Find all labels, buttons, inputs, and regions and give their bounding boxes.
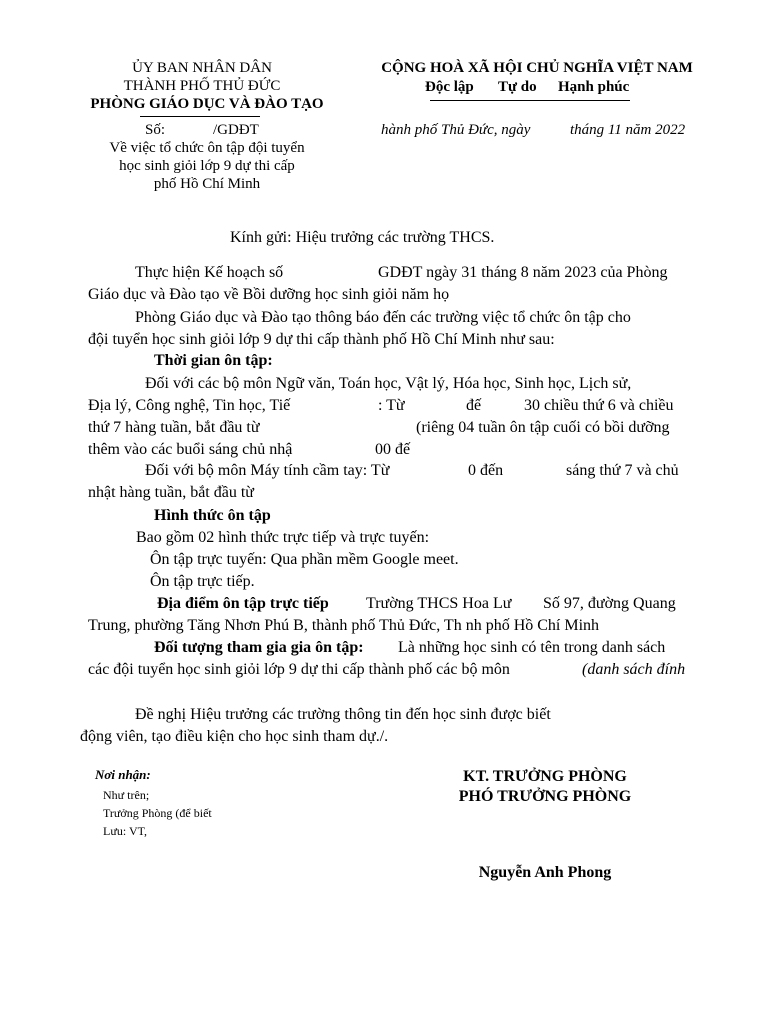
p4-a2: 0 đến xyxy=(468,462,504,479)
p5-online: Ôn tập trực tuyến: Qua phần mềm Google meet. xyxy=(150,551,459,568)
p3-b4: 30 chiều thứ 6 và chiều xyxy=(524,397,674,414)
p2-b: đội tuyển học sinh giỏi lớp 9 dự thi cấp thành phố Hồ Chí Minh như sau: xyxy=(88,331,555,348)
recipient-1: Như trên; xyxy=(103,788,150,802)
recipients-title: Nơi nhận: xyxy=(95,767,151,782)
org-line-1: ỦY BAN NHÂN DÂN xyxy=(132,60,272,76)
org-line-2: THÀNH PHỐ THỦ ĐỨC xyxy=(123,78,281,94)
p1-a: Thực hiện Kế hoạch số xyxy=(135,264,284,281)
signature-line-2: PHÓ TRƯỞNG PHÒNG xyxy=(458,788,632,805)
p6-a1: Trường THCS Hoa Lư xyxy=(366,595,512,612)
motto-3: Hạnh phúc xyxy=(558,79,630,95)
org-underline xyxy=(140,116,260,117)
motto-2: Tự do xyxy=(498,79,537,95)
heading-format: Hình thức ôn tập xyxy=(154,507,271,524)
p3-b1: Địa lý, Công nghệ, Tin học, Tiế xyxy=(88,397,291,414)
p4-a1: Đối với bộ môn Máy tính cầm tay: Từ xyxy=(145,462,390,479)
p7-b-italic: (danh sách đính xyxy=(582,661,686,678)
p4-b: nhật hàng tuần, bắt đầu từ xyxy=(88,484,254,501)
p3-d2: 00 đế xyxy=(375,441,411,458)
p8-b: động viên, tạo điều kiện cho học sinh tham dự./. xyxy=(80,728,389,745)
p3-c1: thứ 7 hàng tuần, bắt đầu từ xyxy=(88,419,260,436)
doc-number-suffix: /GDĐT xyxy=(213,122,259,138)
signer-name: Nguyễn Anh Phong xyxy=(478,864,612,881)
p2-a: Phòng Giáo dục và Đào tạo thông báo đến các trường việc tổ chức ôn tập cho xyxy=(135,309,631,326)
p1-b: GDĐT ngày 31 tháng 8 năm 2023 của Phòng xyxy=(378,264,668,281)
p7-b: các đội tuyển học sinh giỏi lớp 9 dự thi cấp thành phố các bộ môn xyxy=(88,661,510,678)
motto-underline xyxy=(430,100,630,101)
heading-location: Địa điểm ôn tập trực tiếp xyxy=(157,595,329,612)
salutation: Kính gửi: Hiệu trưởng các trường THCS. xyxy=(230,229,495,246)
p1-c: Giáo dục và Đào tạo về Bồi dưỡng học sinh giỏi năm họ xyxy=(88,286,450,303)
heading-time: Thời gian ôn tập: xyxy=(154,352,273,369)
date-rest: tháng 11 năm 2022 xyxy=(570,122,686,138)
p7-a: Là những học sinh có tên trong danh sách xyxy=(398,639,666,656)
p3-d1: thêm vào các buổi sáng chủ nhậ xyxy=(88,441,293,458)
date-place: hành phố Thủ Đức, ngày xyxy=(381,122,531,138)
recipient-3: Lưu: VT, xyxy=(103,824,148,838)
doc-number-label: Số: xyxy=(145,122,166,138)
p4-a3: sáng thứ 7 và chủ xyxy=(566,462,679,479)
p8-a: Đề nghị Hiệu trưởng các trường thông tin đến học sinh được biết xyxy=(135,706,551,723)
p3-b2: : Từ xyxy=(378,397,405,414)
heading-participants: Đối tượng tham gia gia ôn tập: xyxy=(154,639,364,656)
motto-1: Độc lập xyxy=(425,79,474,95)
subject-line-1: Về việc tổ chức ôn tập đội tuyển xyxy=(109,140,305,156)
signature-line-1: KT. TRƯỞNG PHÒNG xyxy=(463,768,627,785)
p3-b3: đế xyxy=(466,397,482,414)
recipient-2: Trưởng Phòng (để biết xyxy=(103,806,212,820)
subject-line-3: phố Hồ Chí Minh xyxy=(153,176,261,192)
subject-line-2: học sinh giỏi lớp 9 dự thi cấp xyxy=(119,158,295,174)
org-line-3: PHÒNG GIÁO DỤC VÀ ĐÀO TẠO xyxy=(90,96,324,112)
p5: Bao gồm 02 hình thức trực tiếp và trực tuyến: xyxy=(136,529,430,546)
p5-direct: Ôn tập trực tiếp. xyxy=(150,573,255,590)
p3-c2: (riêng 04 tuần ôn tập cuối có bồi dưỡng xyxy=(416,419,670,436)
p3-a: Đối với các bộ môn Ngữ văn, Toán học, Vật lý, Hóa học, Sinh học, Lịch sử, xyxy=(145,375,632,392)
p6-b: Trung, phường Tăng Nhơn Phú B, thành phố Thủ Đức, Th nh phố Hồ Chí Minh xyxy=(88,617,600,634)
nation-title: CỘNG HOÀ XÃ HỘI CHỦ NGHĨA VIỆT NAM xyxy=(381,60,693,76)
p6-a2: Số 97, đường Quang xyxy=(543,595,676,612)
